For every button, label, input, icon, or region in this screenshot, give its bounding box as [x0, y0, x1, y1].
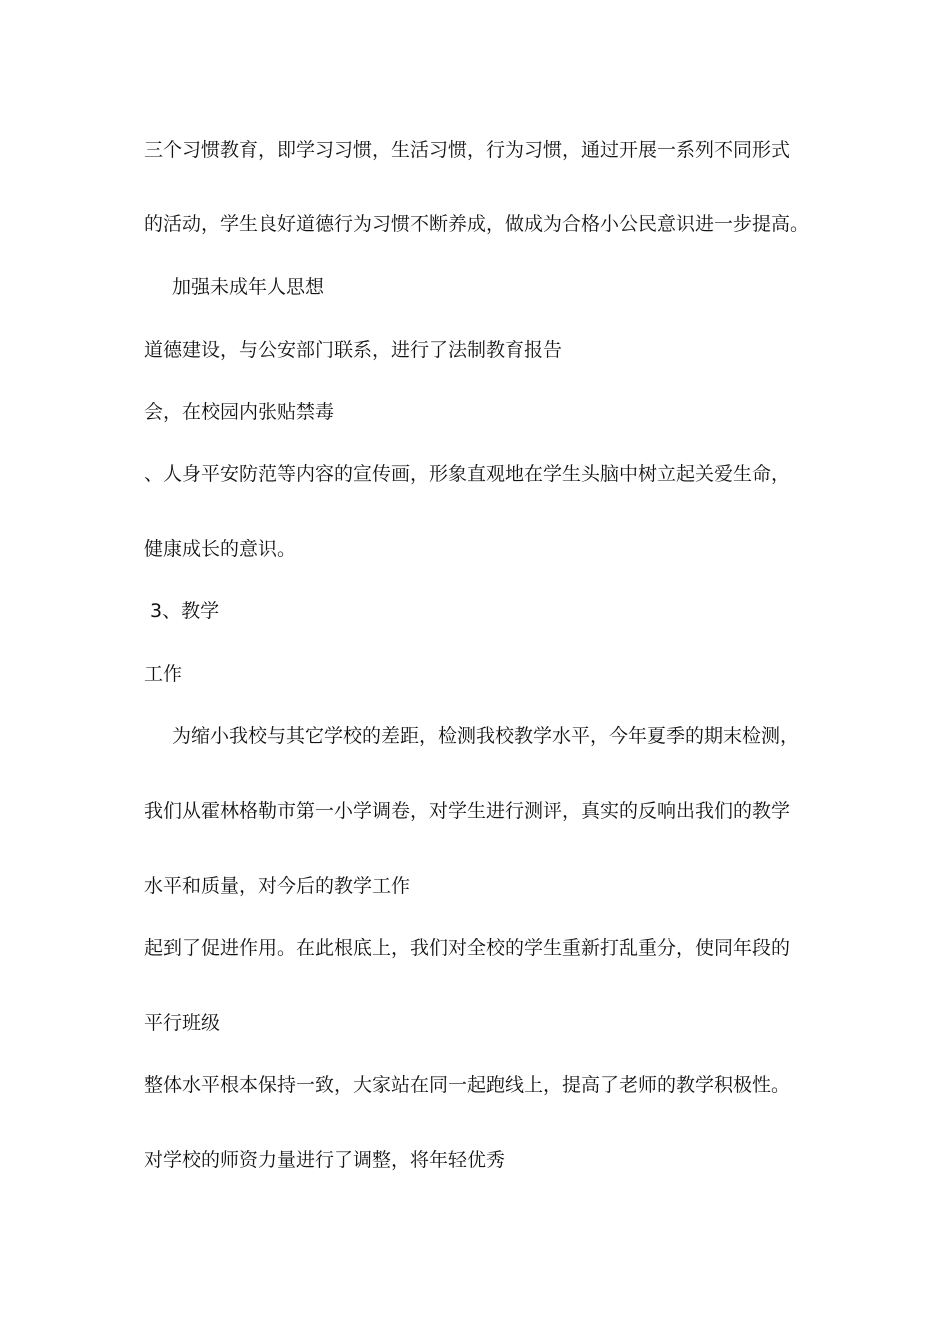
text-line: 道德建设，与公安部门联系，进行了法制教育报告: [144, 339, 563, 361]
text-line: 对学校的师资力量进行了调整，将年轻优秀: [144, 1149, 506, 1171]
text-line: 起到了促进作用。在此根底上，我们对全校的学生重新打乱重分，使同年段的: [144, 937, 791, 959]
text-line: 我们从霍林格勒市第一小学调卷，对学生进行测评，真实的反响出我们的教学: [144, 800, 791, 822]
text-line: 健康成长的意识。: [144, 538, 297, 560]
text-line: 的活动，学生良好道德行为习惯不断养成，做成为合格小公民意识进一步提高。: [144, 213, 810, 235]
text-line: 平行班级: [144, 1012, 221, 1034]
text-line: 、人身平安防范等内容的宣传画，形象直观地在学生头脑中树立起关爱生命，: [144, 463, 791, 485]
text-line: 水平和质量，对今后的教学工作: [144, 875, 411, 897]
section-heading-continued: 工作: [144, 663, 183, 685]
text-line: 加强未成年人思想: [172, 276, 325, 298]
text-line: 整体水平根本保持一致，大家站在同一起跑线上，提高了老师的教学积极性。: [144, 1074, 791, 1096]
section-heading: 3、教学: [150, 600, 220, 622]
text-line: 三个习惯教育，即学习习惯，生活习惯，行为习惯，通过开展一系列不同形式: [144, 139, 791, 161]
text-line: 为缩小我校与其它学校的差距，检测我校教学水平，今年夏季的期末检测，: [172, 725, 800, 747]
text-line: 会，在校园内张贴禁毒: [144, 401, 335, 423]
